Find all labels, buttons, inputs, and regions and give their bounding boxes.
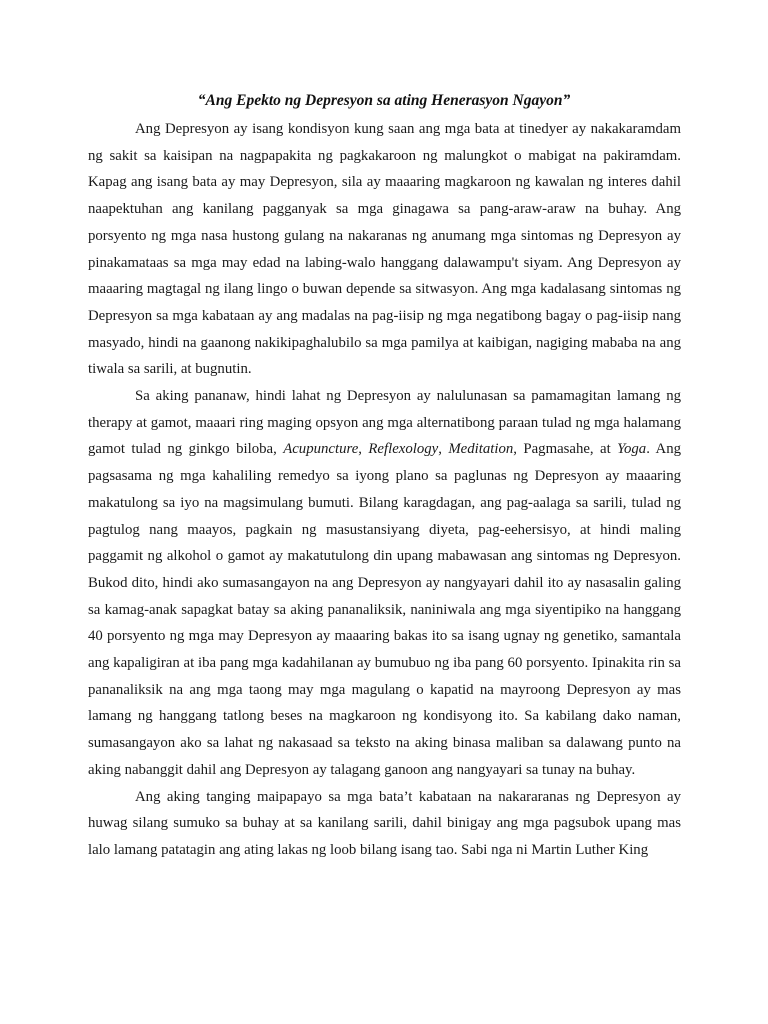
- document-title: “Ang Epekto ng Depresyon sa ating Henerasyon Ngayon”: [197, 92, 571, 109]
- document-body: [88, 116, 681, 864]
- term-acupuncture: Acupuncture: [283, 441, 359, 458]
- paragraph-2-text-a: Sa aking pananaw, hindi lahat ng Depresyon ay nalulunasan sa pamamagitan lamang ng therapy at gamot, maaari ring maging opsyon ang mga alternatibong paraan tulad ng mga halamang gamot tulad ng ginkgo biloba,: [88, 388, 681, 458]
- separator: ,: [358, 441, 369, 458]
- paragraph-2: [88, 383, 681, 784]
- separator: ,: [438, 441, 449, 458]
- paragraph-1: Ang Depresyon ay isang kondisyon kung saan ang mga bata at tinedyer ay nakakaramdam ng sakit sa kaisipan na nagpapakita ng pagkakaroon ng malungkot o mabigat na pakiramdam. Kapag ang isang bata ay may Depresyon, sila ay maaaring magkaroon ng kawalan ng interes dahil naapektuhan ang kanilang pagganyak sa mga ginagawa sa pang-araw-araw na buhay. Ang porsyento ng mga nasa hustong gulang na nakaranas ng anumang mga sintomas ng Depresyon ay pinakamataas sa mga may edad na labing-walo hanggang dalawampu't siyam. Ang Depresyon ay maaaring magtagal ng ilang lingo o buwan depende sa sitwasyon. Ang mga kadalasang sintomas ng Depresyon sa mga kabataan ay ang madalas na pag-iisip ng mga negatibong bagay o pag-iisip nang masyado, hindi na gaanong nakikipaghalubilo sa mga pamilya at kaibigan, nagiging mababa na ang tiwala sa sarili, at bugnutin.: [88, 121, 681, 378]
- term-yoga: Yoga: [617, 441, 647, 458]
- separator: , Pagmasahe, at: [513, 441, 618, 458]
- paragraph-3: Ang aking tanging maipapayo sa mga bata’t kabataan na nakararanas ng Depresyon ay huwag silang sumuko sa buhay at sa kanilang sarili, dahil binigay ang mga pagsubok upang mas lalo lamang patatagin ang ating lakas ng loob bilang isang tao. Sabi nga ni Martin Luther King: [88, 788, 681, 858]
- term-meditation: Meditation: [448, 441, 514, 458]
- term-reflexology: Reflexology: [368, 441, 439, 458]
- paragraph-2-text-b: . Ang pagsasama ng mga kahaliling remedyo sa iyong plano sa paglunas ng Depresyon ay maaaring makatulong sa iyo na magsimulang bumuti. Bilang karagdagan, ang pag-aalaga sa sarili, tulad ng pagtulog nang maayos, pagkain ng masustansiyang diyeta, pag-eehersisyo, at hindi maling paggamit ng alkohol o gamot ay makatutulong din upang mabawasan ang sintomas ng Depresyon. Bukod dito, hindi ako sumasangayon na ang Depresyon ay nangyayari dahil ito ay nasasalin galing sa kamag-anak sapagkat batay sa aking pananaliksik, naniniwala ang mga siyentipiko na hanggang 40 porsyento ng mga may Depresyon ay maaaring bakas ito sa isang ugnay ng genetiko, samantala ang kapaligiran at iba pang mga kadahilanan ay bumubuo ng iba pang 60 porsyento. Ipinakita rin sa pananaliksik na ang mga taong may mga magulang o kapatid na mayroong Depresyon ay mas lamang ng hanggang tatlong beses na magkaroon ng kondisyong ito. Sa kabilang dako naman, sumasangayon ako sa lahat ng nakasaad sa teksto na aking binasa maliban sa dalawang punto na aking nabanggit dahil ang Depresyon ay talagang ganoon ang nangyayari sa tunay na buhay.: [88, 441, 681, 778]
